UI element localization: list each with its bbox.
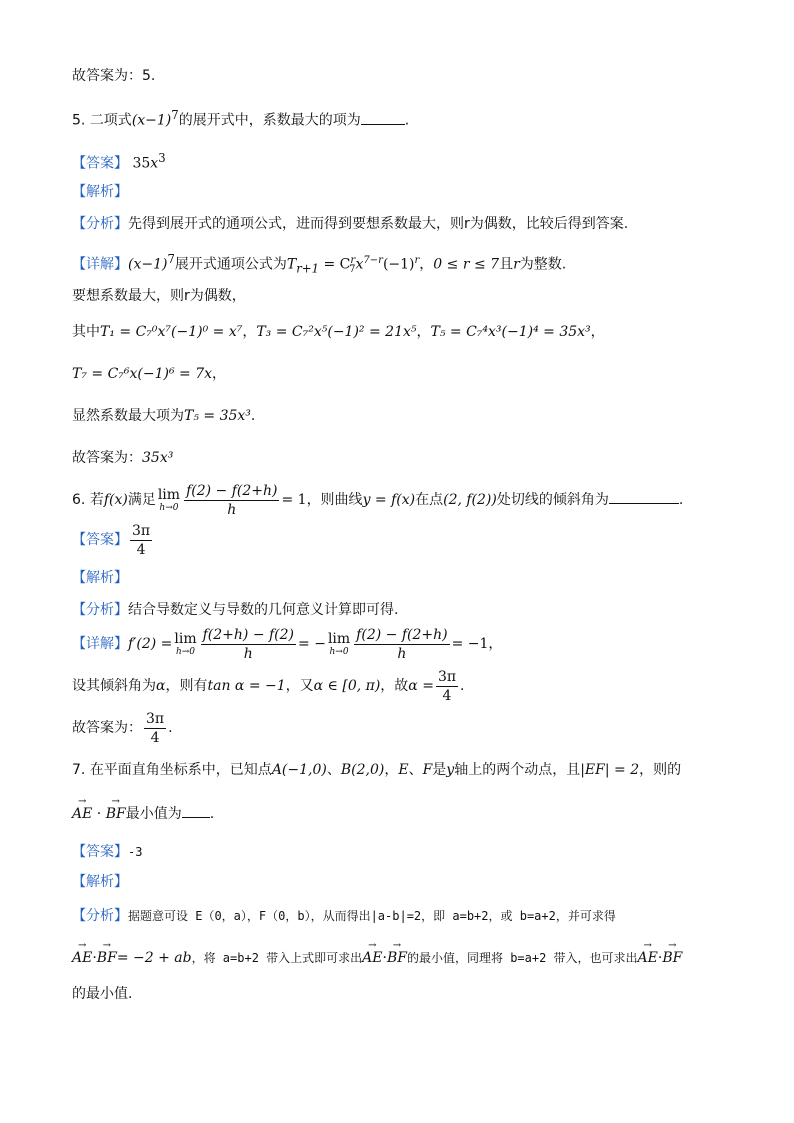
answer-label: 【答案】: [72, 155, 128, 172]
vector-bf: → BF: [106, 804, 126, 824]
final-answer-q4: 故答案为：5.: [72, 68, 156, 84]
answer-row-5: 【答案】 $35x^3$: [72, 151, 166, 172]
fraction: $\frac{3\pi}{4}$: [146, 710, 165, 746]
fenxi-7-line-2: → AE·→ BF= −2 + ab，将 a=b+2 带入上式即可求出→ AE·→ BF的最小值，同理将 b=a+2 带入，也可求出→ AE·→ BF: [72, 948, 682, 968]
final-answer-q6: 故答案为： $\frac{3\pi}{4}$ .: [72, 710, 173, 746]
vector-bf: → BF: [662, 948, 682, 968]
question-5: 5. 二项式$(x-1)^7$的展开式中，系数最大的项为 .: [72, 108, 410, 129]
limit-operator: lim h→0: [327, 631, 351, 657]
analysis-label-5: 【解析】: [72, 184, 128, 200]
fenxi-label: 【分析】: [72, 216, 128, 232]
fenxi-7-line-3: 的最小值.: [72, 986, 133, 1002]
question-6: 6. 若f(x)满足 lim h→0 $\frac{f(2) - f(2+h)}{h}$ = 1，则曲线y = f(x)在点(2, f(2))处切线的倾斜角为 .: [72, 482, 684, 518]
max-term: 显然系数最大项为T₅ = 35x³.: [72, 408, 256, 424]
vector-ae: → AE: [362, 948, 382, 968]
analysis-label-6: 【解析】: [72, 570, 128, 586]
vector-bf: → BF: [387, 948, 407, 968]
question-7-line-2: → AE · → BF最小值为 .: [72, 803, 214, 824]
vector-ae: → AE: [72, 948, 92, 968]
fraction: $\frac{f(2) - f(2+h)}{h}$: [356, 626, 448, 662]
fenxi-5: 【分析】先得到展开式的通项公式，进而得到要想系数最大，则r为偶数，比较后得到答案.: [72, 216, 629, 232]
answer-blank: [609, 489, 679, 504]
fraction: $\frac{3\pi}{4}$: [132, 522, 151, 558]
vector-ae: → AE: [72, 804, 92, 824]
answer-blank: [182, 803, 210, 818]
vector-ae: → AE: [638, 948, 658, 968]
answer-blank: [361, 110, 405, 125]
fraction: $\frac{3\pi}{4}$: [437, 668, 457, 704]
limit-operator: lim h→0: [157, 487, 181, 513]
analysis-label-7: 【解析】: [72, 874, 128, 890]
detail-5: 【详解】$(x-1)^7$展开式通项公式为$T_{r+1} = C^r_7x^{7-r}(-1)^r$，0 ≤ r ≤ 7且r为整数.: [72, 252, 567, 276]
question-number: 5.: [72, 112, 90, 129]
detail-label: 【详解】: [72, 256, 128, 273]
terms-eq-2: T₇ = C₇⁶x(−1)⁶ = 7x，: [72, 366, 227, 382]
fraction: $\frac{f(2) - f(2+h)}{h}$: [186, 482, 278, 518]
alpha-line: 设其倾斜角为α，则有tan α = −1，又α ∈ [0, π)，故α = $\frac{3\pi}{4}$ .: [72, 668, 465, 704]
terms-eq-1: 其中T₁ = C₇⁰x⁷(−1)⁰ = x⁷，T₃ = C₇²x⁵(−1)² = 21x⁵，T₅ = C₇⁴x³(−1)⁴ = 35x³，: [72, 324, 605, 340]
fenxi-6: 【分析】结合导数定义与导数的几何意义计算即可得.: [72, 602, 399, 618]
fenxi-7-line-1: 【分析】据题意可设 E（0，a），F（0，b），从而得出|a-b|=2，即 a=b+2，或 b=a+2，并可求得: [72, 908, 616, 924]
final-answer-q5: 故答案为：35x³: [72, 450, 174, 466]
answer-row-7: 【答案】-3: [72, 844, 143, 860]
vector-bf: → BF: [97, 948, 117, 968]
math-base: (x−1): [131, 112, 172, 129]
detail-6: 【详解】f′(2) = lim h→0 $\frac{f(2+h) - f(2)}{h}$ = − lim h→0 $\frac{f(2) - f(2+h)}{h}$ = −1，: [72, 626, 503, 662]
even-note: 要想系数最大，则r为偶数，: [72, 288, 246, 304]
question-7: 7. 在平面直角坐标系中，已知点A(−1,0)、B(2,0)，E、F是y轴上的两个动点，且|EF| = 2，则的: [72, 762, 682, 778]
limit-operator: lim h→0: [174, 631, 197, 657]
answer-row-6: 【答案】 $\frac{3\pi}{4}$: [72, 522, 151, 558]
fraction: $\frac{f(2+h) - f(2)}{h}$: [202, 626, 295, 662]
